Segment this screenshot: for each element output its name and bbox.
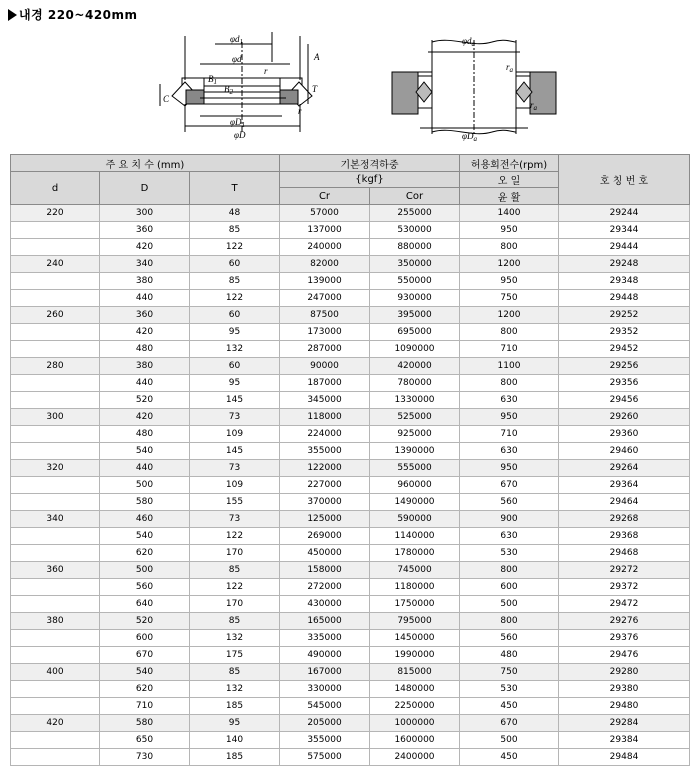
cell-d <box>11 324 100 341</box>
cell-d: 520 <box>100 392 190 409</box>
cell-d <box>11 647 100 664</box>
cell-d <box>11 239 100 256</box>
cell-t: 85 <box>190 222 280 239</box>
table-row <box>11 545 690 562</box>
cell-t: 170 <box>190 545 280 562</box>
cell-d: 240 <box>11 256 100 273</box>
cell-cor: 1990000 <box>370 647 460 664</box>
cell-no: 29468 <box>559 545 690 562</box>
cell-cr: 575000 <box>280 749 370 766</box>
cell-d: 440 <box>100 375 190 392</box>
cell-d: 460 <box>100 511 190 528</box>
cell-cr: 355000 <box>280 732 370 749</box>
table-row <box>11 324 690 341</box>
cell-d: 320 <box>11 460 100 477</box>
cell-rpm: 480 <box>460 647 559 664</box>
svg-text:φda: $\varphi d_a$ <box>462 36 475 48</box>
cell-no: 29252 <box>559 307 690 324</box>
cell-rpm: 1400 <box>460 205 559 222</box>
table-row <box>11 613 690 630</box>
cell-no: 29352 <box>559 324 690 341</box>
header-basic-load-rating: 기본정격하중 <box>280 155 460 172</box>
cell-cr: 545000 <box>280 698 370 715</box>
cell-cor: 1140000 <box>370 528 460 545</box>
cell-cr: 430000 <box>280 596 370 613</box>
table-body <box>11 205 690 766</box>
cell-d <box>11 630 100 647</box>
table-row <box>11 358 690 375</box>
bearing-spec-table <box>10 154 690 766</box>
cell-d <box>11 494 100 511</box>
header-oil: 오 일 <box>460 172 559 188</box>
bearing-dimension-diagram <box>160 32 320 140</box>
page-title-text: 내경 220~420mm <box>19 8 138 22</box>
table-row <box>11 375 690 392</box>
cell-d: 300 <box>11 409 100 426</box>
cell-t: 85 <box>190 562 280 579</box>
cell-d <box>11 222 100 239</box>
cell-cr: 370000 <box>280 494 370 511</box>
cell-no: 29456 <box>559 392 690 409</box>
header-cr: Cr <box>280 188 370 205</box>
cell-d: 380 <box>100 358 190 375</box>
svg-text:r: r <box>298 106 302 116</box>
cell-t: 60 <box>190 256 280 273</box>
table-row <box>11 426 690 443</box>
cell-d: 440 <box>100 460 190 477</box>
svg-text:φd: φd <box>232 54 242 64</box>
cell-cr: 167000 <box>280 664 370 681</box>
cell-rpm: 560 <box>460 630 559 647</box>
cell-t: 73 <box>190 511 280 528</box>
cell-t: 132 <box>190 630 280 647</box>
cell-no: 29444 <box>559 239 690 256</box>
cell-cr: 269000 <box>280 528 370 545</box>
cell-d: 360 <box>100 307 190 324</box>
cell-d: 360 <box>11 562 100 579</box>
cell-cr: 165000 <box>280 613 370 630</box>
cell-no: 29244 <box>559 205 690 222</box>
cell-d: 620 <box>100 681 190 698</box>
cell-no: 29284 <box>559 715 690 732</box>
cell-d: 260 <box>11 307 100 324</box>
header-main-dimensions: 주 요 치 수 (mm) <box>11 155 280 172</box>
cell-no: 29248 <box>559 256 690 273</box>
table-row <box>11 290 690 307</box>
table-row <box>11 511 690 528</box>
header-lube: 윤 활 <box>460 188 559 205</box>
cell-no: 29464 <box>559 494 690 511</box>
cell-cr: 345000 <box>280 392 370 409</box>
cell-cr: 240000 <box>280 239 370 256</box>
cell-cr: 122000 <box>280 460 370 477</box>
cell-no: 29276 <box>559 613 690 630</box>
cell-rpm: 1200 <box>460 256 559 273</box>
cell-cor: 1450000 <box>370 630 460 647</box>
cell-cor: 590000 <box>370 511 460 528</box>
header-kgf: {kgf} <box>280 172 460 188</box>
cell-cor: 1390000 <box>370 443 460 460</box>
cell-d: 420 <box>100 239 190 256</box>
cell-rpm: 950 <box>460 409 559 426</box>
cell-d <box>11 698 100 715</box>
cell-rpm: 710 <box>460 426 559 443</box>
cell-d <box>11 426 100 443</box>
table-row <box>11 647 690 664</box>
cell-rpm: 710 <box>460 341 559 358</box>
cell-t: 145 <box>190 443 280 460</box>
header-designation: 호 칭 번 호 <box>559 155 690 205</box>
bearing-diagrams <box>0 22 700 150</box>
cell-cor: 1750000 <box>370 596 460 613</box>
cell-rpm: 750 <box>460 290 559 307</box>
table-row <box>11 273 690 290</box>
cell-d: 380 <box>100 273 190 290</box>
table-row <box>11 664 690 681</box>
cell-rpm: 800 <box>460 324 559 341</box>
cell-cor: 2250000 <box>370 698 460 715</box>
cell-cor: 255000 <box>370 205 460 222</box>
cell-rpm: 950 <box>460 460 559 477</box>
cell-rpm: 900 <box>460 511 559 528</box>
header-d: d <box>11 172 100 205</box>
cell-rpm: 630 <box>460 392 559 409</box>
cell-rpm: 800 <box>460 613 559 630</box>
cell-cor: 530000 <box>370 222 460 239</box>
svg-text:B1: $B_1$ <box>208 74 217 86</box>
cell-rpm: 950 <box>460 222 559 239</box>
table-row <box>11 392 690 409</box>
cell-d <box>11 341 100 358</box>
table-row <box>11 256 690 273</box>
cell-rpm: 560 <box>460 494 559 511</box>
cell-t: 132 <box>190 341 280 358</box>
cell-cr: 450000 <box>280 545 370 562</box>
cell-no: 29448 <box>559 290 690 307</box>
cell-rpm: 630 <box>460 443 559 460</box>
cell-rpm: 800 <box>460 239 559 256</box>
cell-d <box>11 528 100 545</box>
cell-t: 145 <box>190 392 280 409</box>
cell-d <box>11 273 100 290</box>
cell-cor: 960000 <box>370 477 460 494</box>
cell-rpm: 670 <box>460 477 559 494</box>
cell-d: 580 <box>100 715 190 732</box>
table-row <box>11 494 690 511</box>
cell-no: 29484 <box>559 749 690 766</box>
cell-rpm: 750 <box>460 664 559 681</box>
cell-cor: 1000000 <box>370 715 460 732</box>
cell-cr: 272000 <box>280 579 370 596</box>
cell-t: 122 <box>190 579 280 596</box>
header-D: D <box>100 172 190 205</box>
cell-rpm: 950 <box>460 273 559 290</box>
table-row <box>11 749 690 766</box>
cell-d: 670 <box>100 647 190 664</box>
cell-cr: 125000 <box>280 511 370 528</box>
cell-cor: 525000 <box>370 409 460 426</box>
cell-t: 109 <box>190 477 280 494</box>
cell-d <box>11 579 100 596</box>
cell-rpm: 800 <box>460 375 559 392</box>
cell-cr: 57000 <box>280 205 370 222</box>
cell-cr: 82000 <box>280 256 370 273</box>
triangle-bullet-icon <box>8 9 17 21</box>
svg-text:φDa: $\varphi D_a$ <box>462 131 477 143</box>
cell-rpm: 450 <box>460 749 559 766</box>
header-allowable-speed: 허용회전수(rpm) <box>460 155 559 172</box>
cell-t: 140 <box>190 732 280 749</box>
cell-d: 420 <box>100 324 190 341</box>
cell-no: 29364 <box>559 477 690 494</box>
cell-d: 420 <box>100 409 190 426</box>
cell-no: 29480 <box>559 698 690 715</box>
cell-d <box>11 392 100 409</box>
cell-t: 95 <box>190 324 280 341</box>
cell-cor: 925000 <box>370 426 460 443</box>
cell-no: 29452 <box>559 341 690 358</box>
cell-cr: 139000 <box>280 273 370 290</box>
cell-cor: 880000 <box>370 239 460 256</box>
header-cor: Cor <box>370 188 460 205</box>
cell-t: 185 <box>190 749 280 766</box>
cell-no: 29368 <box>559 528 690 545</box>
bearing-mounting-diagram <box>392 36 556 143</box>
svg-text:φD: φD <box>234 130 246 140</box>
cell-no: 29384 <box>559 732 690 749</box>
cell-t: 73 <box>190 409 280 426</box>
cell-t: 122 <box>190 528 280 545</box>
cell-cor: 695000 <box>370 324 460 341</box>
cell-d <box>11 732 100 749</box>
table-row <box>11 341 690 358</box>
cell-no: 29460 <box>559 443 690 460</box>
table-row <box>11 409 690 426</box>
table-row <box>11 443 690 460</box>
table-row <box>11 239 690 256</box>
cell-no: 29380 <box>559 681 690 698</box>
cell-cr: 227000 <box>280 477 370 494</box>
cell-rpm: 450 <box>460 698 559 715</box>
cell-t: 85 <box>190 273 280 290</box>
cell-cor: 420000 <box>370 358 460 375</box>
cell-cor: 1480000 <box>370 681 460 698</box>
cell-d: 340 <box>11 511 100 528</box>
cell-cor: 395000 <box>370 307 460 324</box>
header-T: T <box>190 172 280 205</box>
cell-no: 29280 <box>559 664 690 681</box>
table-row <box>11 732 690 749</box>
cell-t: 155 <box>190 494 280 511</box>
cell-cr: 287000 <box>280 341 370 358</box>
cell-cor: 2400000 <box>370 749 460 766</box>
cell-no: 29356 <box>559 375 690 392</box>
cell-d: 220 <box>11 205 100 222</box>
cell-t: 95 <box>190 375 280 392</box>
cell-no: 29264 <box>559 460 690 477</box>
cell-rpm: 1200 <box>460 307 559 324</box>
cell-d: 380 <box>11 613 100 630</box>
table-row <box>11 528 690 545</box>
cell-d: 600 <box>100 630 190 647</box>
cell-d: 440 <box>100 290 190 307</box>
cell-rpm: 600 <box>460 579 559 596</box>
cell-d: 400 <box>11 664 100 681</box>
cell-d: 360 <box>100 222 190 239</box>
cell-cr: 247000 <box>280 290 370 307</box>
cell-d: 580 <box>100 494 190 511</box>
table-row <box>11 715 690 732</box>
cell-t: 122 <box>190 239 280 256</box>
table-row <box>11 579 690 596</box>
cell-t: 48 <box>190 205 280 222</box>
cell-d <box>11 545 100 562</box>
cell-rpm: 1100 <box>460 358 559 375</box>
cell-cr: 355000 <box>280 443 370 460</box>
cell-cor: 795000 <box>370 613 460 630</box>
cell-no: 29344 <box>559 222 690 239</box>
page-title <box>8 6 138 23</box>
cell-d: 730 <box>100 749 190 766</box>
cell-d <box>11 596 100 613</box>
cell-d <box>11 477 100 494</box>
cell-rpm: 800 <box>460 562 559 579</box>
cell-d: 480 <box>100 341 190 358</box>
cell-d <box>11 749 100 766</box>
cell-d <box>11 375 100 392</box>
cell-rpm: 530 <box>460 545 559 562</box>
cell-cr: 205000 <box>280 715 370 732</box>
cell-cor: 1780000 <box>370 545 460 562</box>
cell-no: 29260 <box>559 409 690 426</box>
cell-d <box>11 443 100 460</box>
cell-cor: 930000 <box>370 290 460 307</box>
cell-t: 185 <box>190 698 280 715</box>
cell-t: 85 <box>190 613 280 630</box>
table-row <box>11 698 690 715</box>
cell-t: 109 <box>190 426 280 443</box>
table-row <box>11 562 690 579</box>
cell-cor: 555000 <box>370 460 460 477</box>
cell-t: 175 <box>190 647 280 664</box>
cell-cr: 158000 <box>280 562 370 579</box>
cell-t: 122 <box>190 290 280 307</box>
cell-no: 29272 <box>559 562 690 579</box>
cell-d: 540 <box>100 443 190 460</box>
cell-d: 340 <box>100 256 190 273</box>
table-row <box>11 477 690 494</box>
svg-text:φD1: $\varphi D_1$ <box>230 117 245 129</box>
cell-d: 500 <box>100 477 190 494</box>
cell-d <box>11 681 100 698</box>
cell-cor: 780000 <box>370 375 460 392</box>
cell-d: 710 <box>100 698 190 715</box>
cell-d: 520 <box>100 613 190 630</box>
cell-rpm: 670 <box>460 715 559 732</box>
cell-cr: 330000 <box>280 681 370 698</box>
cell-cor: 1600000 <box>370 732 460 749</box>
cell-t: 170 <box>190 596 280 613</box>
cell-rpm: 530 <box>460 681 559 698</box>
cell-no: 29372 <box>559 579 690 596</box>
cell-t: 85 <box>190 664 280 681</box>
svg-text:T: T <box>312 84 318 94</box>
cell-cr: 335000 <box>280 630 370 647</box>
cell-d: 300 <box>100 205 190 222</box>
table-row <box>11 460 690 477</box>
cell-no: 29472 <box>559 596 690 613</box>
cell-no: 29348 <box>559 273 690 290</box>
cell-cr: 90000 <box>280 358 370 375</box>
table-row <box>11 307 690 324</box>
cell-t: 60 <box>190 307 280 324</box>
cell-cr: 224000 <box>280 426 370 443</box>
cell-no: 29476 <box>559 647 690 664</box>
cell-t: 132 <box>190 681 280 698</box>
cell-cr: 490000 <box>280 647 370 664</box>
table-row <box>11 681 690 698</box>
cell-no: 29256 <box>559 358 690 375</box>
cell-t: 95 <box>190 715 280 732</box>
cell-cor: 350000 <box>370 256 460 273</box>
cell-d: 500 <box>100 562 190 579</box>
cell-t: 60 <box>190 358 280 375</box>
table-row <box>11 222 690 239</box>
svg-text:ra: $r_a$ <box>506 62 514 74</box>
svg-text:ra: $r_a$ <box>530 100 538 112</box>
cell-d: 620 <box>100 545 190 562</box>
svg-text:B2: $B_2$ <box>224 84 233 96</box>
cell-no: 29376 <box>559 630 690 647</box>
svg-text:r: r <box>264 66 268 76</box>
cell-cor: 815000 <box>370 664 460 681</box>
table-row <box>11 596 690 613</box>
cell-cr: 87500 <box>280 307 370 324</box>
cell-d: 540 <box>100 664 190 681</box>
cell-cr: 187000 <box>280 375 370 392</box>
cell-d: 650 <box>100 732 190 749</box>
cell-d: 480 <box>100 426 190 443</box>
cell-rpm: 500 <box>460 596 559 613</box>
cell-no: 29268 <box>559 511 690 528</box>
cell-no: 29360 <box>559 426 690 443</box>
cell-cr: 118000 <box>280 409 370 426</box>
cell-d: 640 <box>100 596 190 613</box>
svg-text:C: C <box>163 94 170 104</box>
cell-cor: 1090000 <box>370 341 460 358</box>
cell-cr: 137000 <box>280 222 370 239</box>
svg-text:A: A <box>314 52 320 62</box>
cell-cr: 173000 <box>280 324 370 341</box>
cell-cor: 550000 <box>370 273 460 290</box>
cell-rpm: 630 <box>460 528 559 545</box>
cell-rpm: 500 <box>460 732 559 749</box>
table-row <box>11 205 690 222</box>
cell-t: 73 <box>190 460 280 477</box>
table-row <box>11 630 690 647</box>
cell-cor: 1180000 <box>370 579 460 596</box>
cell-d: 420 <box>11 715 100 732</box>
cell-cor: 745000 <box>370 562 460 579</box>
cell-d: 560 <box>100 579 190 596</box>
cell-d <box>11 290 100 307</box>
cell-d: 540 <box>100 528 190 545</box>
svg-text:φd1: $\varphi d_1$ <box>230 34 243 46</box>
cell-cor: 1330000 <box>370 392 460 409</box>
cell-cor: 1490000 <box>370 494 460 511</box>
cell-d: 280 <box>11 358 100 375</box>
